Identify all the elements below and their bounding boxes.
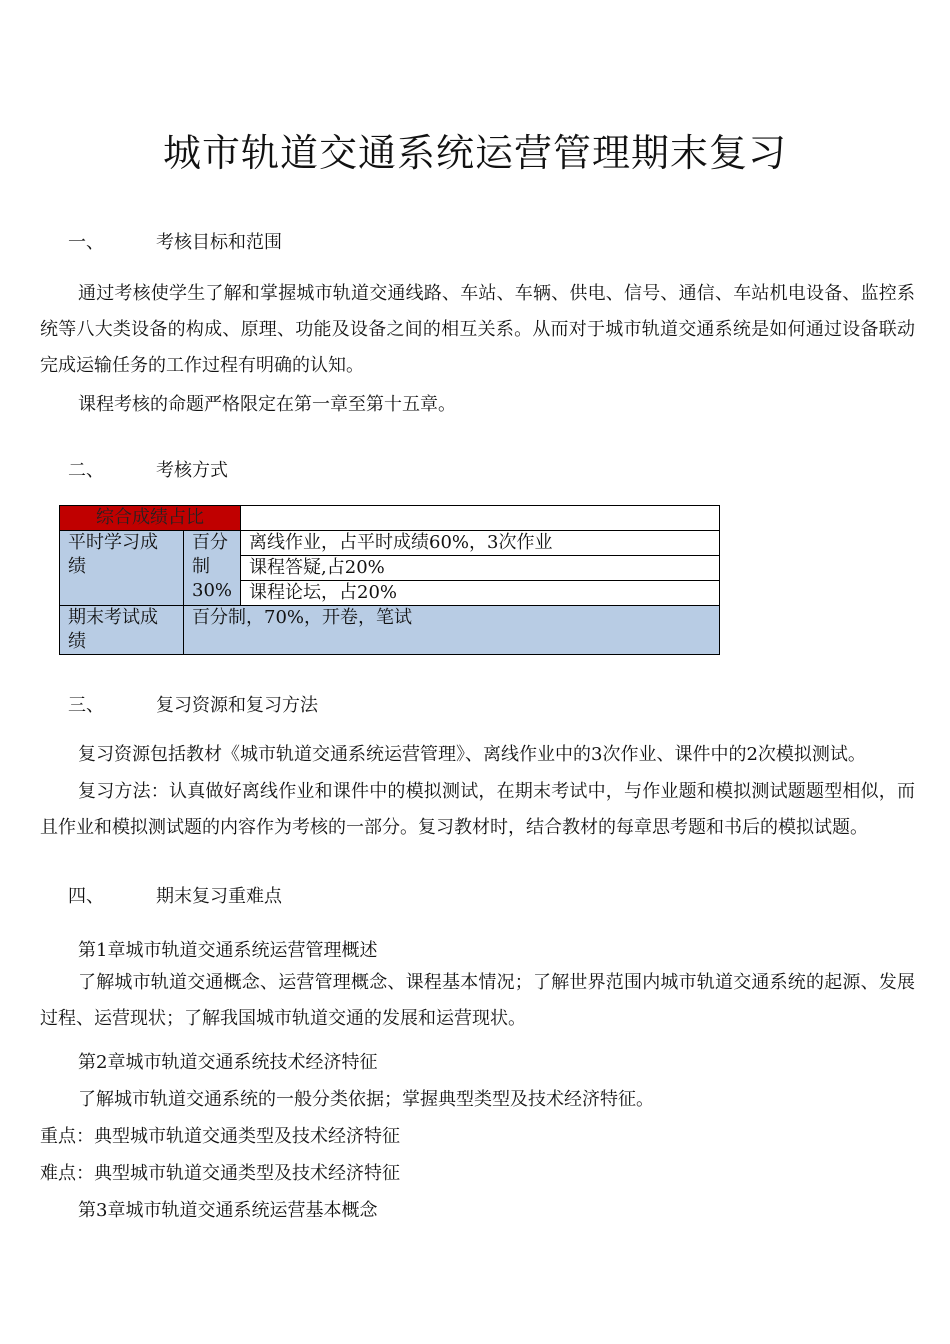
usual-grade-item: 课程答疑,占20% <box>241 556 720 581</box>
section-3-paragraph-2: 复习方法：认真做好离线作业和课件中的模拟测试，在期末考试中，与作业题和模拟测试题题型相似，而且作业和模拟测试题的内容作为考核的一部分。复习教材时，结合教材的每章思考题和书后的模拟试题。 <box>40 781 915 838</box>
usual-grade-scale: 百分制30% <box>184 531 241 606</box>
section-1-paragraph-2: 课程考核的命题严格限定在第一章至第十五章。 <box>78 394 456 415</box>
section-number: 三、 <box>68 695 104 716</box>
chapter-1-text: 了解城市轨道交通概念、运营管理概念、课程基本情况；了解世界范围内城市轨道交通系统的起源、发展过程、运营现状；了解我国城市轨道交通的发展和运营现状。 <box>40 972 915 1029</box>
section-title: 复习资源和复习方法 <box>156 695 318 716</box>
usual-grade-item: 课程论坛，占20% <box>241 581 720 606</box>
final-exam-value: 百分制，70%，开卷，笔试 <box>184 606 720 655</box>
section-number: 一、 <box>68 232 104 253</box>
section-title: 考核方式 <box>156 460 228 481</box>
section-number: 四、 <box>68 886 104 907</box>
grade-table-header-blank <box>241 506 720 531</box>
chapter-1-title: 第1章城市轨道交通系统运营管理概述 <box>78 940 378 961</box>
section-3-heading <box>68 691 318 717</box>
final-exam-label: 期末考试成绩 <box>60 606 184 655</box>
grade-table-header: 综合成绩占比 <box>60 506 241 531</box>
section-2-heading <box>68 456 228 482</box>
chapter-2-title: 第2章城市轨道交通系统技术经济特征 <box>78 1052 378 1073</box>
section-title: 考核目标和范围 <box>156 232 282 253</box>
usual-grade-label: 平时学习成绩 <box>60 531 184 606</box>
chapter-3-title: 第3章城市轨道交通系统运营基本概念 <box>78 1200 378 1221</box>
chapter-2-key-point: 重点：典型城市轨道交通类型及技术经济特征 <box>40 1126 400 1147</box>
section-1-heading <box>68 228 282 254</box>
usual-grade-item: 离线作业，占平时成绩60%，3次作业 <box>241 531 720 556</box>
chapter-2-text: 了解城市轨道交通系统的一般分类依据；掌握典型类型及技术经济特征。 <box>78 1089 654 1110</box>
document-title: 城市轨道交通系统运营管理期末复习 <box>162 131 787 175</box>
section-4-heading <box>68 882 282 908</box>
grade-table <box>59 505 720 655</box>
section-number: 二、 <box>68 460 104 481</box>
chapter-2-difficult-point: 难点：典型城市轨道交通类型及技术经济特征 <box>40 1163 400 1184</box>
section-3-paragraph-1: 复习资源包括教材《城市轨道交通系统运营管理》、离线作业中的3次作业、课件中的2次模拟测试。 <box>78 744 866 765</box>
section-1-paragraph-1: 通过考核使学生了解和掌握城市轨道交通线路、车站、车辆、供电、信号、通信、车站机电设备、监控系统等八大类设备的构成、原理、功能及设备之间的相互关系。从而对于城市轨道交通系统是如何通过设备联动完成运输任务的工作过程有明确的认知。 <box>40 283 915 376</box>
section-title: 期末复习重难点 <box>156 886 282 907</box>
